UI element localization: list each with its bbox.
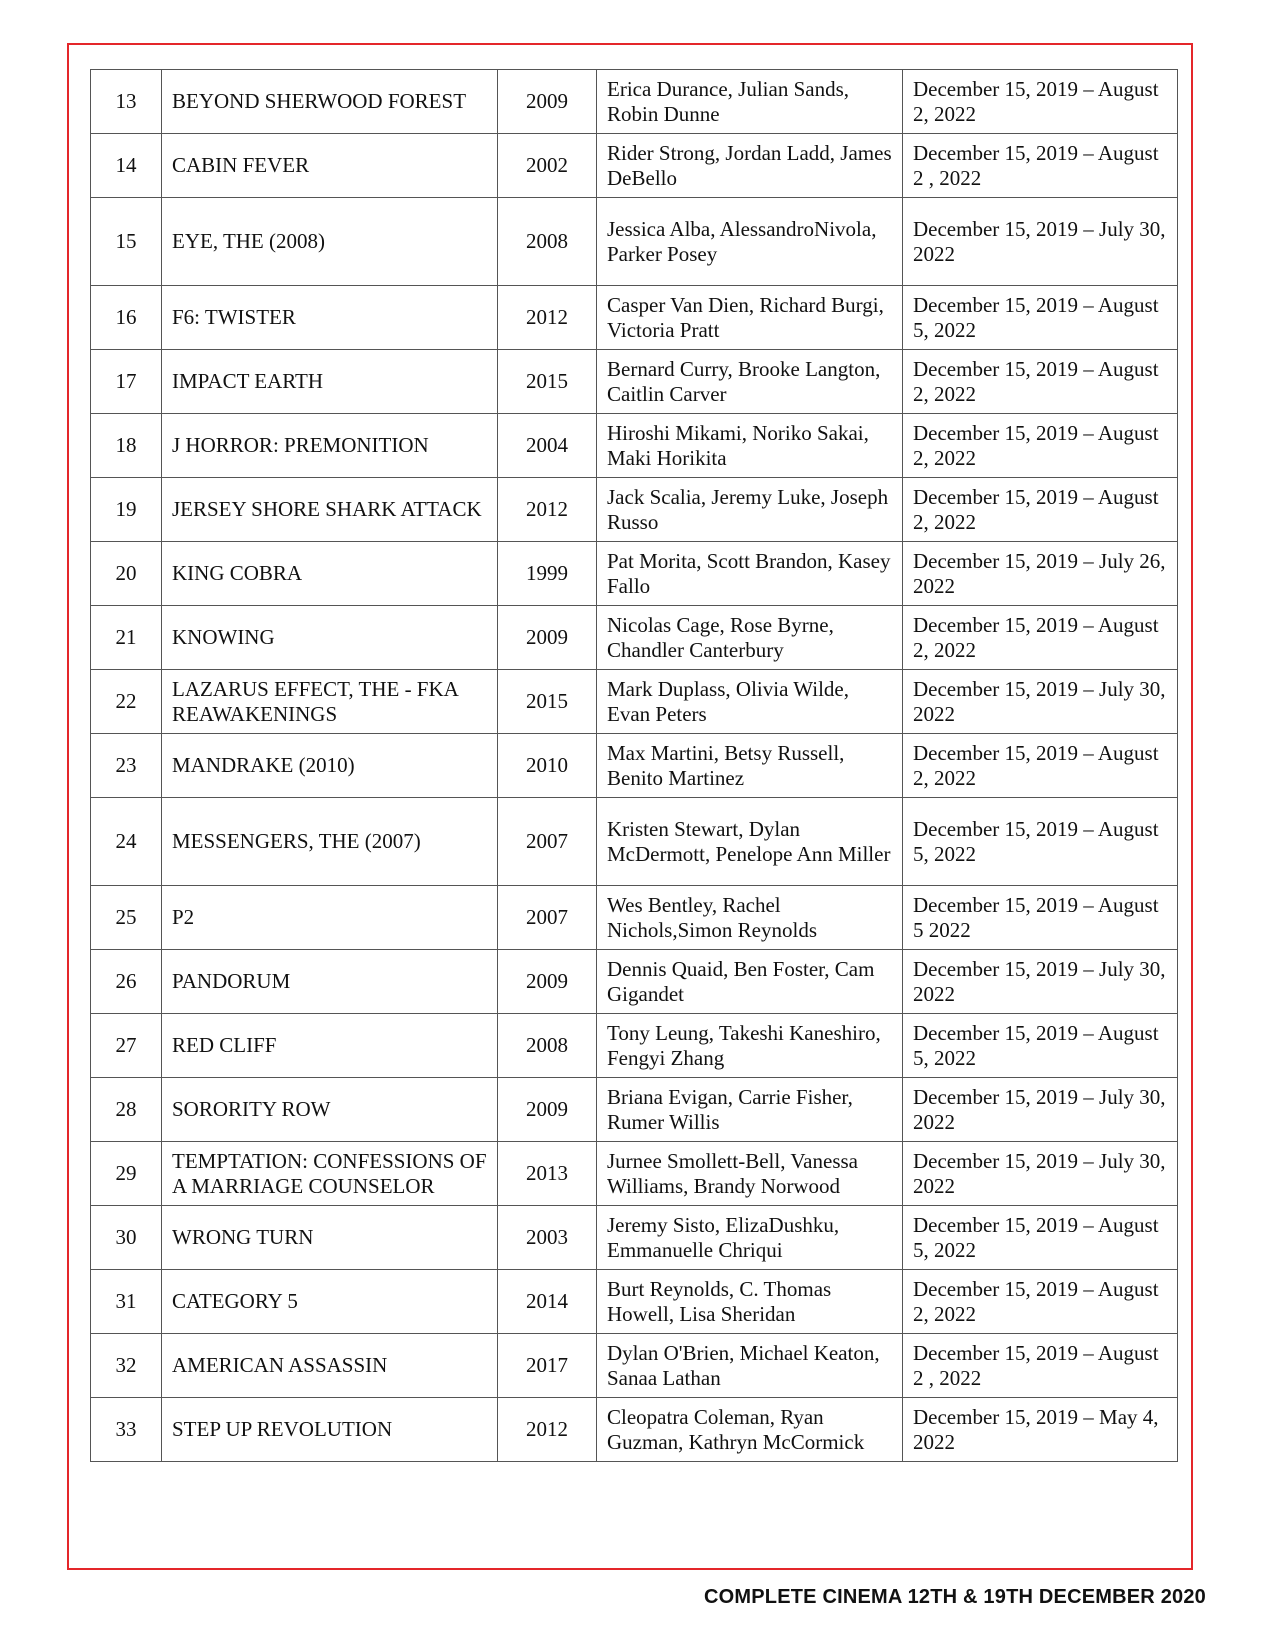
table-row [91,670,1178,734]
license-period: December 15, 2019 – August 5, 2022 [903,1014,1178,1078]
film-title: STEP UP REVOLUTION [162,1398,498,1462]
release-year: 2013 [498,1142,597,1206]
film-title: BEYOND SHERWOOD FOREST [162,70,498,134]
film-title: AMERICAN ASSASSIN [162,1334,498,1398]
table-row [91,886,1178,950]
row-number: 28 [91,1078,162,1142]
release-year: 2017 [498,1334,597,1398]
cast-list: Hiroshi Mikami, Noriko Sakai, Maki Horikita [597,414,903,478]
table-row [91,1014,1178,1078]
row-number: 18 [91,414,162,478]
license-period: December 15, 2019 – July 26, 2022 [903,542,1178,606]
table-row [91,70,1178,134]
row-number: 17 [91,350,162,414]
release-year: 2015 [498,670,597,734]
row-number: 29 [91,1142,162,1206]
film-title: MESSENGERS, THE (2007) [162,798,498,886]
release-year: 2012 [498,478,597,542]
license-period: December 15, 2019 – May 4, 2022 [903,1398,1178,1462]
row-number: 16 [91,286,162,350]
film-title: CATEGORY 5 [162,1270,498,1334]
film-title: JERSEY SHORE SHARK ATTACK [162,478,498,542]
film-title: J HORROR: PREMONITION [162,414,498,478]
cast-list: Max Martini, Betsy Russell, Benito Martinez [597,734,903,798]
cast-list: Jack Scalia, Jeremy Luke, Joseph Russo [597,478,903,542]
license-period: December 15, 2019 – August 2, 2022 [903,350,1178,414]
cast-list: Pat Morita, Scott Brandon, Kasey Fallo [597,542,903,606]
film-title: LAZARUS EFFECT, THE - FKA REAWAKENINGS [162,670,498,734]
license-period: December 15, 2019 – July 30, 2022 [903,950,1178,1014]
cast-list: Kristen Stewart, Dylan McDermott, Penelope Ann Miller [597,798,903,886]
table-row [91,286,1178,350]
row-number: 15 [91,198,162,286]
row-number: 23 [91,734,162,798]
table-row [91,1334,1178,1398]
release-year: 2002 [498,134,597,198]
cast-list: Rider Strong, Jordan Ladd, James DeBello [597,134,903,198]
license-period: December 15, 2019 – August 2, 2022 [903,478,1178,542]
film-title: PANDORUM [162,950,498,1014]
table-row [91,134,1178,198]
license-period: December 15, 2019 – July 30, 2022 [903,1142,1178,1206]
table-row [91,798,1178,886]
license-period: December 15, 2019 – August 2 , 2022 [903,1334,1178,1398]
table-row [91,198,1178,286]
film-title: EYE, THE (2008) [162,198,498,286]
page-footer: COMPLETE CINEMA 12TH & 19TH DECEMBER 2020 [704,1586,1206,1608]
film-schedule-table [90,69,1178,1462]
cast-list: Cleopatra Coleman, Ryan Guzman, Kathryn McCormick [597,1398,903,1462]
release-year: 2010 [498,734,597,798]
table-row [91,478,1178,542]
release-year: 2004 [498,414,597,478]
license-period: December 15, 2019 – August 2, 2022 [903,606,1178,670]
film-title: MANDRAKE (2010) [162,734,498,798]
license-period: December 15, 2019 – August 2, 2022 [903,734,1178,798]
release-year: 2009 [498,70,597,134]
release-year: 2009 [498,606,597,670]
release-year: 1999 [498,542,597,606]
table-row [91,350,1178,414]
table-row [91,606,1178,670]
license-period: December 15, 2019 – August 5 2022 [903,886,1178,950]
row-number: 31 [91,1270,162,1334]
table-row [91,1078,1178,1142]
row-number: 20 [91,542,162,606]
film-title: WRONG TURN [162,1206,498,1270]
row-number: 19 [91,478,162,542]
film-title: P2 [162,886,498,950]
cast-list: Wes Bentley, Rachel Nichols,Simon Reynolds [597,886,903,950]
row-number: 26 [91,950,162,1014]
license-period: December 15, 2019 – August 2, 2022 [903,70,1178,134]
cast-list: Nicolas Cage, Rose Byrne, Chandler Canterbury [597,606,903,670]
cast-list: Jurnee Smollett-Bell, Vanessa Williams, Brandy Norwood [597,1142,903,1206]
cast-list: Tony Leung, Takeshi Kaneshiro, Fengyi Zhang [597,1014,903,1078]
cast-list: Casper Van Dien, Richard Burgi, Victoria Pratt [597,286,903,350]
release-year: 2012 [498,1398,597,1462]
license-period: December 15, 2019 – July 30, 2022 [903,670,1178,734]
table-row [91,414,1178,478]
license-period: December 15, 2019 – August 5, 2022 [903,1206,1178,1270]
row-number: 21 [91,606,162,670]
row-number: 13 [91,70,162,134]
cast-list: Mark Duplass, Olivia Wilde, Evan Peters [597,670,903,734]
cast-list: Bernard Curry, Brooke Langton, Caitlin Carver [597,350,903,414]
license-period: December 15, 2019 – August 2, 2022 [903,1270,1178,1334]
release-year: 2014 [498,1270,597,1334]
cast-list: Jessica Alba, AlessandroNivola, Parker Posey [597,198,903,286]
cast-list: Erica Durance, Julian Sands, Robin Dunne [597,70,903,134]
release-year: 2008 [498,198,597,286]
release-year: 2009 [498,950,597,1014]
release-year: 2008 [498,1014,597,1078]
release-year: 2007 [498,886,597,950]
table-row [91,1270,1178,1334]
film-title: SORORITY ROW [162,1078,498,1142]
table-row [91,1398,1178,1462]
film-title: CABIN FEVER [162,134,498,198]
row-number: 33 [91,1398,162,1462]
row-number: 32 [91,1334,162,1398]
license-period: December 15, 2019 – July 30, 2022 [903,1078,1178,1142]
cast-list: Briana Evigan, Carrie Fisher, Rumer Willis [597,1078,903,1142]
license-period: December 15, 2019 – August 2 , 2022 [903,134,1178,198]
row-number: 30 [91,1206,162,1270]
row-number: 14 [91,134,162,198]
release-year: 2003 [498,1206,597,1270]
table-row [91,734,1178,798]
table-body [91,70,1178,1462]
release-year: 2015 [498,350,597,414]
film-title: RED CLIFF [162,1014,498,1078]
film-title: KNOWING [162,606,498,670]
row-number: 24 [91,798,162,886]
cast-list: Burt Reynolds, C. Thomas Howell, Lisa Sheridan [597,1270,903,1334]
film-title: KING COBRA [162,542,498,606]
table-row [91,950,1178,1014]
license-period: December 15, 2019 – August 2, 2022 [903,414,1178,478]
cast-list: Jeremy Sisto, ElizaDushku, Emmanuelle Chriqui [597,1206,903,1270]
license-period: December 15, 2019 – August 5, 2022 [903,286,1178,350]
release-year: 2012 [498,286,597,350]
release-year: 2009 [498,1078,597,1142]
film-title: TEMPTATION: CONFESSIONS OF A MARRIAGE COUNSELOR [162,1142,498,1206]
row-number: 22 [91,670,162,734]
table-row [91,542,1178,606]
license-period: December 15, 2019 – August 5, 2022 [903,798,1178,886]
film-title: F6: TWISTER [162,286,498,350]
cast-list: Dylan O'Brien, Michael Keaton, Sanaa Lathan [597,1334,903,1398]
row-number: 27 [91,1014,162,1078]
row-number: 25 [91,886,162,950]
table-row [91,1142,1178,1206]
cast-list: Dennis Quaid, Ben Foster, Cam Gigandet [597,950,903,1014]
release-year: 2007 [498,798,597,886]
table-row [91,1206,1178,1270]
film-title: IMPACT EARTH [162,350,498,414]
license-period: December 15, 2019 – July 30, 2022 [903,198,1178,286]
